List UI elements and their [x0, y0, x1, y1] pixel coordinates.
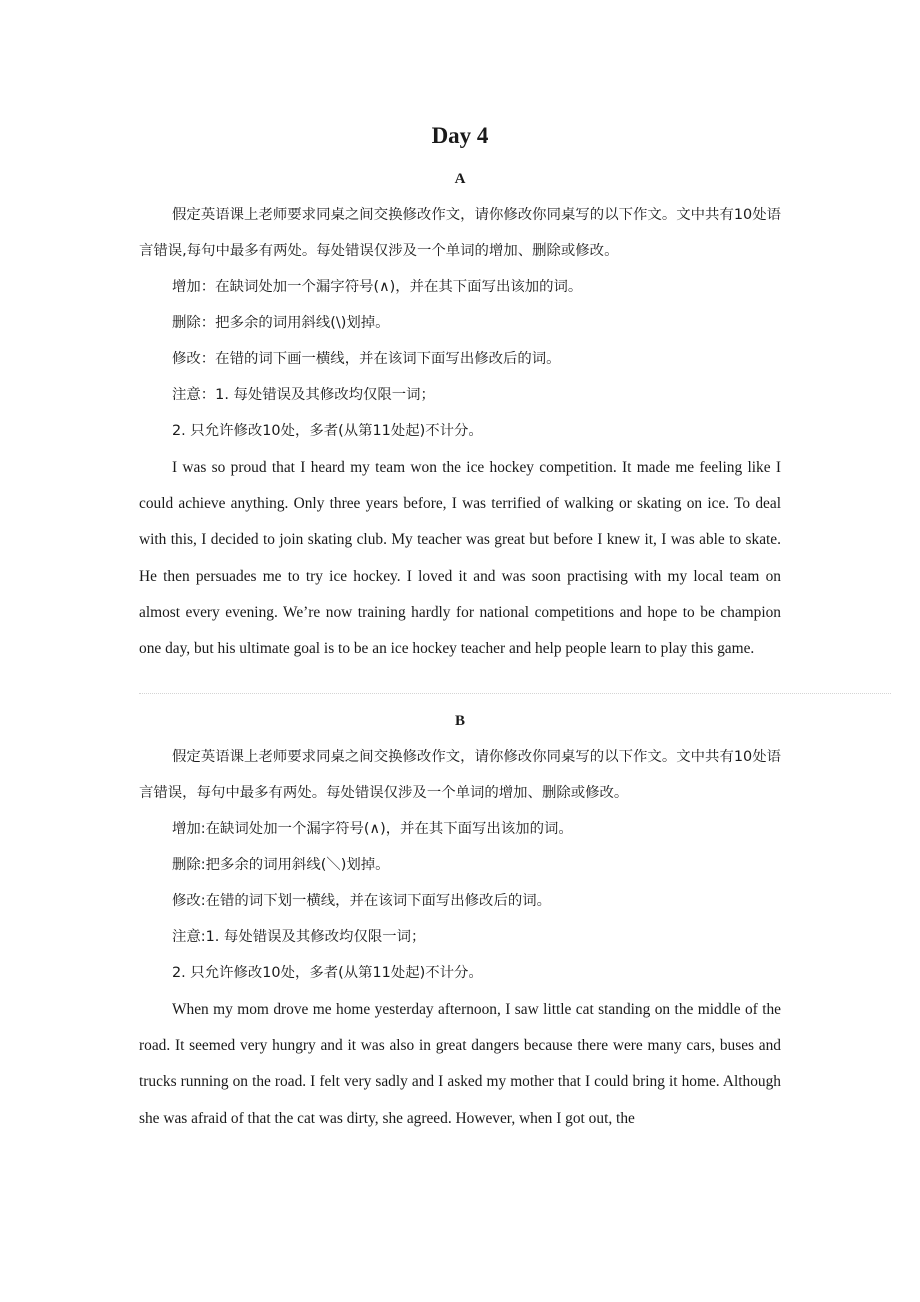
section-b-passage: When my mom drove me home yesterday afternoon, I saw little cat standing on the middle of the road. It seemed very hungry and it was also in great dangers because there were many cars, buses and trucks running on the road. I felt very sadly and I asked my mother that I could bring it home. Although she was afraid of that the cat was dirty, she agreed. However, when I got out, the [139, 1001, 781, 1127]
section-b-rule-delete: 删除:把多余的词用斜线(＼)划掉。 [172, 857, 390, 873]
section-a-intro: 假定英语课上老师要求同桌之间交换修改作文，请你修改你同桌写的以下作文。文中共有10处语言错误,每句中最多有两处。每处错误仅涉及一个单词的增加、删除或修改。 [139, 207, 781, 259]
section-a-passage: I was so proud that I heard my team won the ice hockey competition. It made me feeling like I could achieve anything. Only three years before, I was terrified of walking or skating on ice. To deal with this, I decided to join skating club. My teacher was great but before I knew it, I was able to skate. He then persuades me to try ice hockey. I loved it and was soon practising with my local team on almost every evening. We’re now training hardly for national competitions and hope to be champion one day, but his ultimate goal is to be an ice hockey teacher and help people learn to play this game. [139, 459, 781, 658]
section-a-note-2: 2. 只允许修改10处，多者(从第11处起)不计分。 [172, 423, 483, 439]
section-a-rule-delete: 删除：把多余的词用斜线(\)划掉。 [172, 315, 390, 331]
section-b-heading: B [454, 713, 465, 729]
section-b-note-1: 注意:1. 每处错误及其修改均仅限一词； [172, 929, 426, 945]
section-a-instructions [139, 197, 781, 449]
section-b-instructions [139, 739, 781, 991]
section-b-note-2: 2. 只允许修改10处，多者(从第11处起)不计分。 [172, 965, 483, 981]
section-divider [139, 693, 891, 694]
section-a-heading: A [454, 171, 466, 187]
section-a-rule-modify: 修改：在错的词下画一横线，并在该词下面写出修改后的词。 [172, 351, 561, 367]
section-a-note-1: 注意：1. 每处错误及其修改均仅限一词； [172, 387, 435, 403]
page-title: Day 4 [431, 123, 489, 148]
section-b-rule-modify: 修改:在错的词下划一横线，并在该词下面写出修改后的词。 [172, 893, 552, 909]
section-b-intro: 假定英语课上老师要求同桌之间交换修改作文，请你修改你同桌写的以下作文。文中共有10处语言错误，每句中最多有两处。每处错误仅涉及一个单词的增加、删除或修改。 [139, 749, 781, 801]
section-b-rule-add: 增加:在缺词处加一个漏字符号(∧)，并在其下面写出该加的词。 [172, 821, 573, 837]
section-a-rule-add: 增加：在缺词处加一个漏字符号(∧)，并在其下面写出该加的词。 [172, 279, 583, 295]
